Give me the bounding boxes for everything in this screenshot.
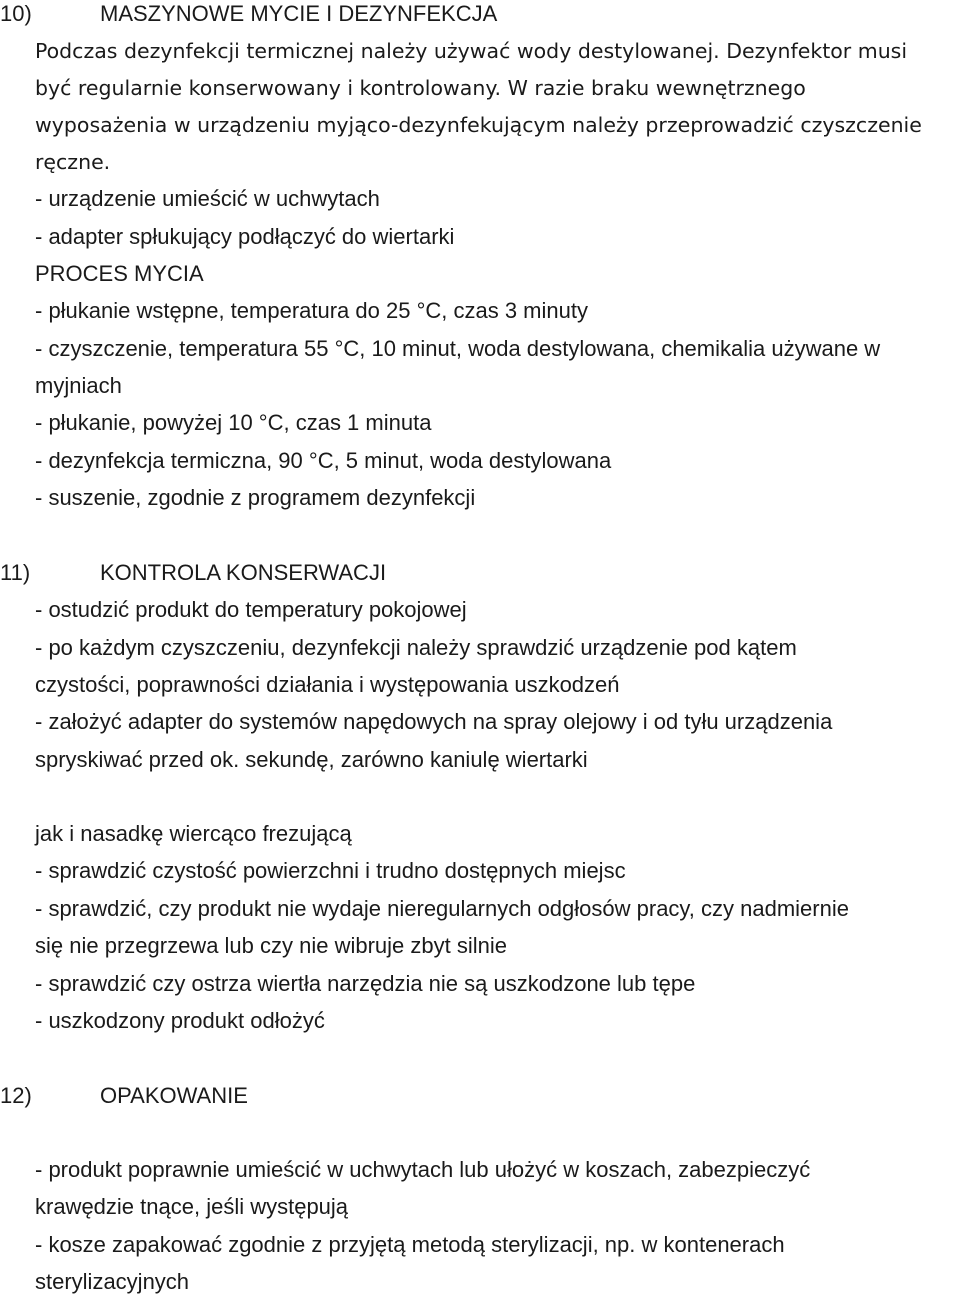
- list-item: - dezynfekcja termiczna, 90 °C, 5 minut, woda destylowana: [35, 448, 612, 473]
- paragraph-line: Podczas dezynfekcji termicznej należy używać wody destylowanej. Dezynfektor musi: [35, 39, 908, 63]
- list-item-continuation: myjniach: [35, 373, 122, 398]
- paragraph-line: być regularnie konserwowany i kontrolowany. W razie braku wewnętrznego: [35, 76, 806, 100]
- list-item: - adapter spłukujący podłączyć do wiertarki: [35, 224, 455, 249]
- list-item: - produkt poprawnie umieścić w uchwytach lub ułożyć w koszach, zabezpieczyć: [35, 1157, 811, 1182]
- list-item: - płukanie wstępne, temperatura do 25 °C, czas 3 minuty: [35, 298, 588, 323]
- list-item: - suszenie, zgodnie z programem dezynfekcji: [35, 485, 476, 510]
- list-item: - uszkodzony produkt odłożyć: [35, 1008, 325, 1033]
- list-item: - płukanie, powyżej 10 °C, czas 1 minuta: [35, 410, 432, 435]
- section-number: 11): [0, 560, 31, 585]
- list-item: - czyszczenie, temperatura 55 °C, 10 minut, woda destylowana, chemikalia używane w: [35, 336, 881, 361]
- paragraph-line: wyposażenia w urządzeniu myjąco-dezynfekującym należy przeprowadzić czyszczenie: [35, 113, 922, 137]
- subheading: PROCES MYCIA: [35, 261, 204, 286]
- list-item-continuation: czystości, poprawności działania i występowania uszkodzeń: [35, 672, 620, 697]
- list-item: - kosze zapakować zgodnie z przyjętą metodą sterylizacji, np. w kontenerach: [35, 1232, 785, 1257]
- list-item-continuation: się nie przegrzewa lub czy nie wibruje zbyt silnie: [35, 933, 507, 958]
- section-title: KONTROLA KONSERWACJI: [100, 560, 387, 585]
- section-number: 12): [0, 1083, 32, 1108]
- section-title: OPAKOWANIE: [100, 1083, 248, 1108]
- list-item: - sprawdzić, czy produkt nie wydaje nieregularnych odgłosów pracy, czy nadmiernie: [35, 896, 849, 921]
- list-item: - urządzenie umieścić w uchwytach: [35, 186, 380, 211]
- list-item-continuation: krawędzie tnące, jeśli występują: [35, 1194, 349, 1219]
- list-item: - po każdym czyszczeniu, dezynfekcji należy sprawdzić urządzenie pod kątem: [35, 635, 797, 660]
- list-item: - sprawdzić czystość powierzchni i trudno dostępnych miejsc: [35, 858, 626, 883]
- list-item-continuation: sterylizacyjnych: [35, 1269, 190, 1294]
- list-item-continuation: jak i nasadkę wiercąco frezującą: [35, 821, 352, 846]
- list-item: - sprawdzić czy ostrza wiertła narzędzia nie są uszkodzone lub tępe: [35, 971, 696, 996]
- list-item: - ostudzić produkt do temperatury pokojowej: [35, 597, 467, 622]
- list-item-continuation: spryskiwać przed ok. sekundę, zarówno kaniulę wiertarki: [35, 747, 588, 772]
- paragraph-line: ręczne.: [35, 150, 111, 174]
- section-title: MASZYNOWE MYCIE I DEZYNFEKCJA: [100, 1, 498, 26]
- list-item: - założyć adapter do systemów napędowych na spray olejowy i od tyłu urządzenia: [35, 709, 833, 734]
- section-number: 10): [0, 1, 32, 26]
